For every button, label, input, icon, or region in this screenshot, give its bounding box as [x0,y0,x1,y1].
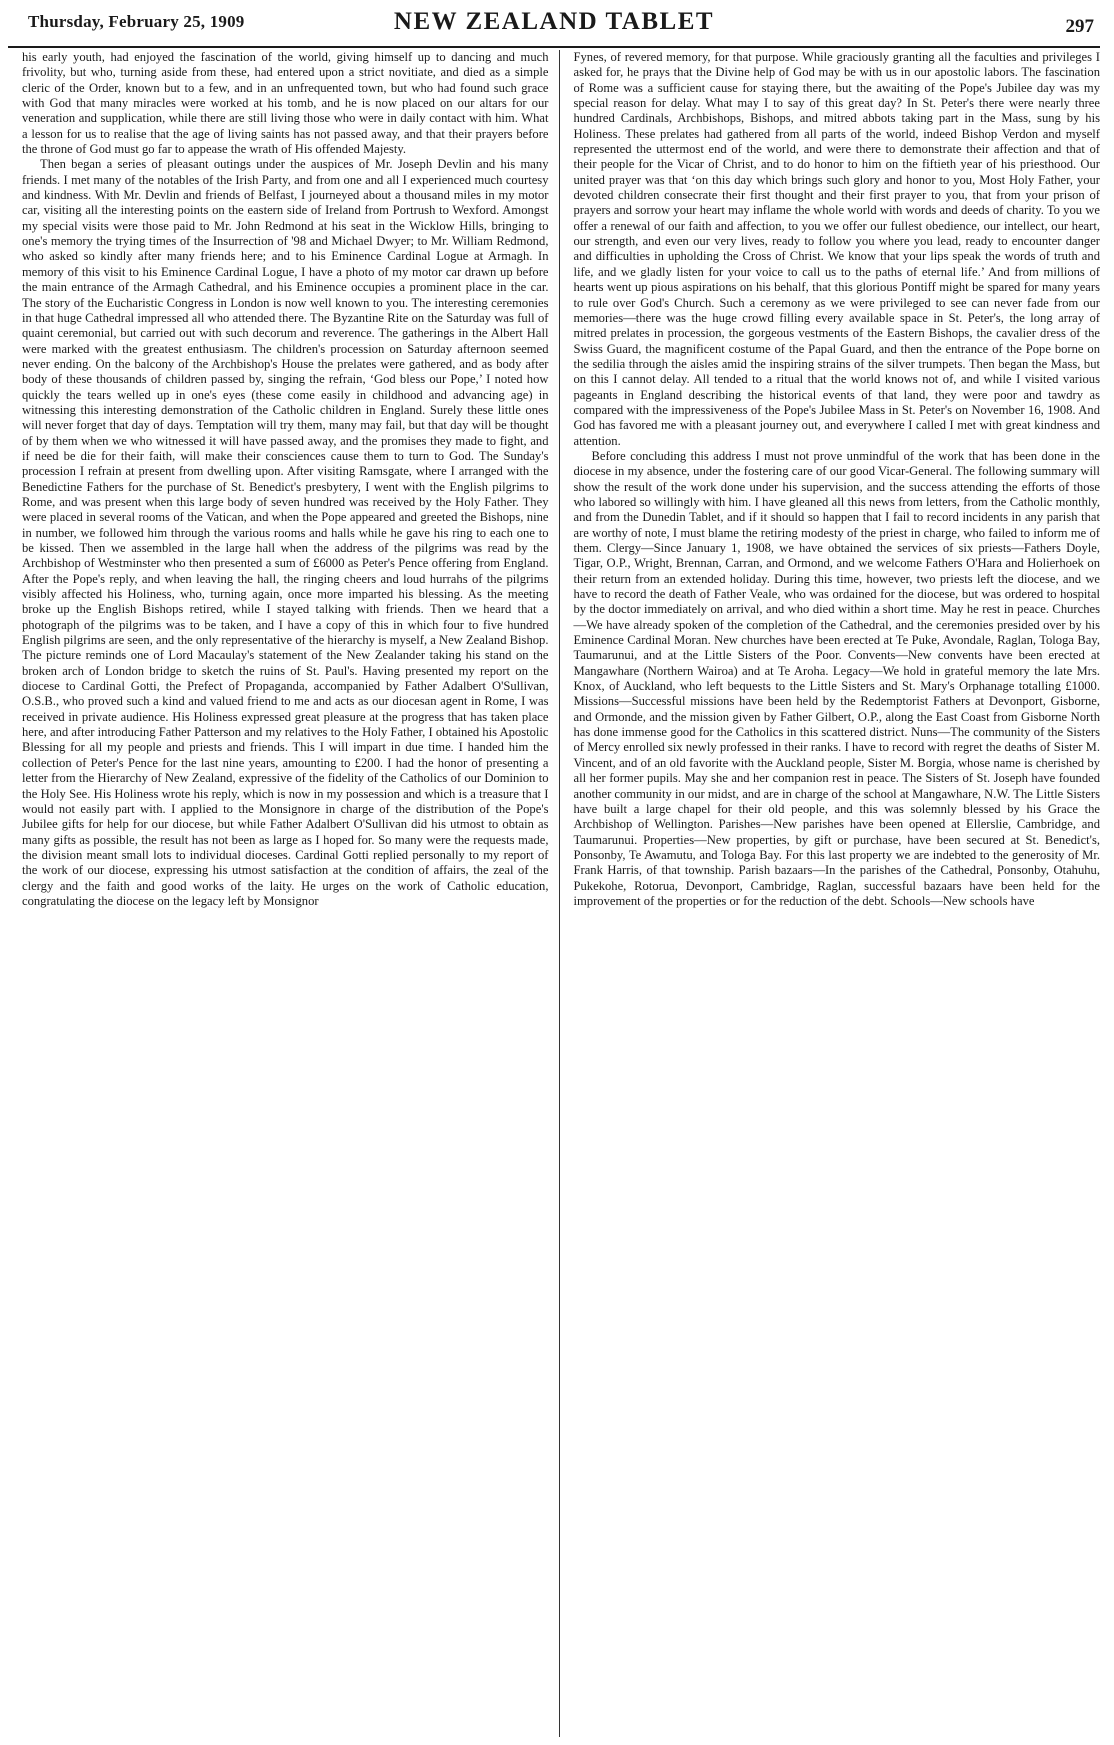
masthead-title: NEW ZEALAND TABLET [393,8,715,35]
right-column [560,50,1101,1737]
page-header [8,6,1100,48]
left-column [22,50,559,1737]
article-paragraph: his early youth, had enjoyed the fascination of the world, giving himself up to dancing and much frivolity, but who, turning aside from these, had entered upon a strict novitiate, and died as a simple cleric of the Order, known but to a few, and in an unfrequented town, but who had found such grace with God that many miracles were worked at his tomb, and he is now placed on our altars for our veneration and supplication, while there are still living those who were in daily contact with him. What a lesson for us to realise that the age of living saints has not passed away, and that their prayers before the throne of God must go far to appease the wrath of His offended Majesty. [22,50,549,157]
article-paragraph: Before concluding this address I must not prove unmindful of the work that has been done in the diocese in my absence, under the fostering care of our good Vicar-General. The following summary will show the result of the work done under his supervision, and the success attending the efforts of those who labored so willingly with him. I have gleaned all this news from letters, from the Catholic monthly, and from the Dunedin Tablet, and if it should so happen that I fail to record incidents in any parish that are worthy of note, I must blame the retiring modesty of the priest in charge, who failed to inform me of them. Clergy—Since January 1, 1908, we have obtained the services of six priests—Fathers Doyle, Tigar, O.P., Wright, Brennan, Carran, and Ormond, and we welcome Fathers O'Hara and Holierhoek on their return from an extended holiday. During this time, however, two priests left the diocese, and we have to record the death of Father Veale, who was ordained for the diocese, but was ordered to hospital by the doctor immediately on arrival, and who died within a short time. May he rest in peace. Churches—We have already spoken of the completion of the Cathedral, and the ceremonies presided over by his Eminence Cardinal Moran. New churches have been erected at Te Puke, Avondale, Raglan, Tologa Bay, Taumarunui, and at the Little Sisters of the Poor. Convents—New convents have been erected at Mangawhare (Northern Wairoa) and at Te Aroha. Legacy—We hold in grateful memory the late Mrs. Knox, of Auckland, who left bequests to the Little Sisters and St. Mary's Orphanage totalling £1000. Missions—Successful missions have been held by the Redemptorist Fathers at Devonport, Gisborne, and Ormonde, and the mission given by Father Gilbert, O.P., along the East Coast from Gisborne North has done immense good for the Catholics in this scattered district. Nuns—The community of the Sisters of Mercy enrolled six newly professed in their ranks. I have to record with regret the deaths of Sister M. Vincent, and of an old favorite with the Auckland people, Sister M. Borgia, whose name is cherished by all her former pupils. May she and her companion rest in peace. The Sisters of St. Joseph have founded another community in our midst, and are in charge of the school at Mangawhare, N.W. The Little Sisters have built a large chapel for their old people, and this was solemnly blessed by his Grace the Archbishop of Wellington. Parishes—New parishes have been opened at Ellerslie, Cambridge, and Taumarunui. Properties—New properties, by gift or purchase, have been secured at St. Benedict's, Ponsonby, Te Awamutu, and Tologa Bay. For this last property we are indebted to the generosity of Mr. Frank Harris, of that township. Parish bazaars—In the parishes of the Cathedral, Ponsonby, Otahuhu, Pukekohe, Rotorua, Devonport, Cambridge, Raglan, successful bazaars have been held for the improvement of the properties or for the reduction of the debt. Schools—New schools have [573,448,1100,908]
article-paragraph: Fynes, of revered memory, for that purpose. While graciously granting all the faculties and privileges I asked for, he prays that the Divine help of God may be with us in our apostolic labors. The fascination of Rome was a sufficient cause for staying there, but the awaiting of the Pope's Jubilee day was my special reason for delay. What may I to say of this great day? In St. Peter's there were nearly three hundred Cardinals, Archbishops, Bishops, and mitred abbots taking part in the Mass, sung by his Holiness. These prelates had gathered from all parts of the world, indeed Bishop Verdon and myself represented the uttermost end of the world, and were there to demonstrate their affection and that of their people for the Vicar of Christ, and to do honor to him on the fiftieth year of his priesthood. Our united prayer was that ‘on this day which brings such glory and honor to you, Most Holy Father, your devoted children consecrate their first thought and their first prayer to you, that from your prison of prayers and sorrow your heart may inflame the whole world with words and deeds of charity. To you we offer a renewal of our faith and affection, to you we offer our fullest obedience, our intellect, our heart, our strength, and even our very lives, ready to follow you where you lead, ready to encounter danger and difficulties in upholding the Cross of Christ. We know that your lips speak the words of truth and life, and we gladly listen for your voice to call us to the paths of eternal life.’ And from millions of hearts went up pious aspirations on his behalf, that this glorious Pontiff might be spared for many years to rule over God's Church. Such a ceremony as we were privileged to see can never fade from our memories—there was the huge crowd filling every available space in St. Peter's, the long array of mitred prelates in procession, the gorgeous vestments of the Eastern Bishops, the cavalier dress of the Swiss Guard, the magnificent costume of the Papal Guard, and then the entrance of the Pope borne on the sedilia through the aisles amid the inspiring strains of the silver trumpets. Then began the Mass, but on this I cannot delay. All tended to a ritual that the world knows not of, and while I visited various pageants in England describing the historical events of that land, they were poor and tawdry as compared with the impressiveness of the Pope's Jubilee Mass in St. Peter's on November 16, 1908. And God has favored me with a pleasant journey out, and everywhere I called I met with great kindness and attention. [573,50,1100,448]
article-columns [22,50,1100,1737]
page-number: 297 [1065,16,1094,37]
article-paragraph: Then began a series of pleasant outings under the auspices of Mr. Joseph Devlin and his many friends. I met many of the notables of the Irish Party, and from one and all I experienced much courtesy and kindness. With Mr. Devlin and friends of Belfast, I journeyed about a thousand miles in my motor car, visiting all the interesting points on the eastern side of Ireland from Portrush to Wexford. Amongst my special visits were those paid to Mr. John Redmond at his seat in the Wicklow Hills, bringing to one's memory the trying times of the Insurrection of '98 and Michael Dwyer; to Mr. William Redmond, who asked so kindly after many friends here; and to his Eminence Cardinal Logue at Armagh. In memory of this visit to his Eminence Cardinal Logue, I have a photo of my motor car drawn up before the main entrance of the Armagh Cathedral, and his Eminence occupies a prominent place in the car. The story of the Eucharistic Congress in London is now well known to you. The interesting ceremonies in that huge Cathedral impressed all who attended there. The Byzantine Rite on the Saturday was full of quaint ceremonial, but carried out with such decorum and reverence. The gatherings in the Albert Hall were marked with the greatest enthusiasm. The children's procession on Saturday afternoon seemed never ending. On the balcony of the Archbishop's House the prelates were gathered, and as body after body of these thousands of children passed by, singing the refrain, ‘God bless our Pope,’ I noted how quickly the tears welled up in one's eyes (these come easily in childhood and advancing age) in witnessing this interesting demonstration of the Catholic children in England. Surely these little ones will never forget that day of days. Temptation will try them, many may fail, but that day will be thought of by them when we who witnessed it will have passed away, and the promises they made to fight, and if need be die for their faith, will make their consciences cause them to turn to God. The Sunday's procession I refrain at present from dwelling upon. After visiting Ramsgate, where I arranged with the Benedictine Fathers for the purchase of St. Benedict's presbytery, I went with the English pilgrims to Rome, and was present when this large body of seven hundred was received by the Holy Father. They were placed in several rooms of the Vatican, and when the Pope appeared and greeted the Bishops, nine in number, we followed him through the various rooms and halls while he gave his ring to each one to be kissed. Then we assembled in the large hall when the address of the pilgrims was read by the Archbishop of Westminster who then presented a sum of £6000 as Peter's Pence offering from England. After the Pope's reply, and when leaving the hall, the ringing cheers and loud hurrahs of the pilgrims visibly affected his Holiness, who, turning again, once more imparted his blessing. As the meeting broke up the English Bishops retired, while I stayed talking with friends. Then we heard that a photograph of the pilgrims was to be taken, and I have a copy of this in which four to five hundred English pilgrims are seen, and the only representative of the hierarchy is myself, a New Zealand Bishop. The picture reminds one of Lord Macaulay's statement of the New Zealander taking his stand on the broken arch of London bridge to sketch the ruins of St. Paul's. Having presented my report on the diocese to Cardinal Gotti, the Prefect of Propaganda, accompanied by Father Adalbert O'Sullivan, O.S.B., who proved such a kind and valued friend to me and acts as our diocesan agent in Rome, I was received in private audience. His Holiness expressed great pleasure at the progress that has taken place here, and after introducing Father Patterson and my relatives to the Holy Father, I obtained his Apostolic Blessing for all my people and priests and friends. This I will impart in due time. I handed him the collection of Peter's Pence for the last nine years, amounting to £200. I had the honor of presenting a letter from the Hierarchy of New Zealand, expressive of the fidelity of the Catholics of our Dominion to the Holy See. His Holiness wrote his reply, which is now in my possession and which is a treasure that I would not easily part with. I applied to the Monsignore in charge of the distribution of the Pope's Jubilee gifts for help for our diocese, but while Father Adalbert O'Sullivan did his utmost to obtain as many gifts as possible, the result has not been as large as I hoped for. So many were the requests made, the division meant small lots to individual dioceses. Cardinal Gotti replied personally to my report of the work of our diocese, expressing his utmost satisfaction at the condition of affairs, the zeal of the clergy and the faith and good works of the laity. He urges on the work of Catholic education, congratulating the diocese on the legacy left by Monsignor [22,157,549,908]
issue-date: Thursday, February 25, 1909 [28,12,245,31]
